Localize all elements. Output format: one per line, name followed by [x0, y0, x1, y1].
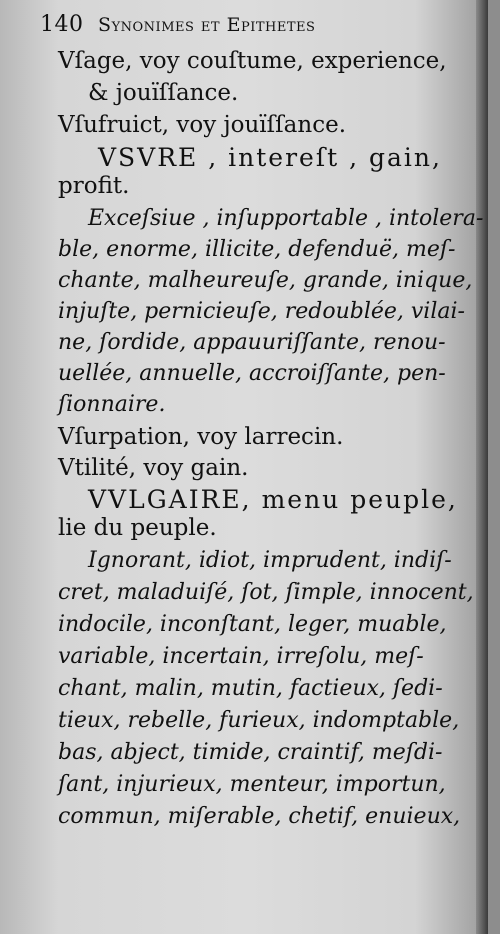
epithet-line: Ignorant, idiot, imprudent, indiſ-	[88, 548, 452, 573]
text-line: lie du peuple.	[58, 515, 217, 541]
entry-heading-usure: VSVRE , intereſt , gain,	[98, 143, 442, 172]
epithet-line: ſant, injurieux, menteur, importun,	[58, 772, 446, 797]
text-line: & jouïſſance.	[88, 80, 239, 106]
epithet-line: indocile, inconſtant, leger, muable,	[58, 612, 447, 637]
text-line: Vſage, voy couſtume, experience,	[58, 48, 447, 74]
text-line: Vſufruict, voy jouïſſance.	[58, 112, 347, 138]
running-title: Synonimes et Epithetes	[98, 14, 316, 36]
epithet-line: ne, ſordide, appauuriſſante, renou-	[58, 330, 446, 355]
epithet-line: injuſte, pernicieuſe, redoublée, vilai-	[58, 299, 465, 324]
epithet-line: ble, enorme, illicite, defenduë, meſ-	[58, 237, 456, 262]
epithet-line: cret, maladuiſé, ſot, ſimple, innocent,	[58, 580, 474, 605]
epithet-line: chante, malheureuſe, grande, inique,	[58, 268, 473, 293]
text-line: Vſurpation, voy larrecin.	[58, 424, 344, 450]
entry-heading-vulgaire: VVLGAIRE, menu peuple,	[88, 485, 458, 514]
text-line: profit.	[58, 173, 130, 199]
epithet-line: Exceſsiue , inſupportable , intolera-	[88, 206, 484, 231]
running-header	[40, 12, 440, 37]
page-number: 140	[40, 12, 84, 37]
text-line: Vtilité, voy gain.	[58, 455, 249, 481]
epithet-line: chant, malin, mutin, factieux, ſedi-	[58, 676, 443, 701]
epithet-line: tieux, rebelle, furieux, indomptable,	[58, 708, 460, 733]
page-edge	[476, 0, 488, 934]
epithet-line: bas, abject, timide, craintif, meſdi-	[58, 740, 443, 765]
epithet-line: variable, incertain, irreſolu, meſ-	[58, 644, 424, 669]
epithet-line: commun, miſerable, chetif, enuieux,	[58, 804, 461, 829]
epithet-line: uellée, annuelle, accroiſſante, pen-	[58, 361, 446, 386]
epithet-line: ſionnaire.	[58, 392, 166, 417]
